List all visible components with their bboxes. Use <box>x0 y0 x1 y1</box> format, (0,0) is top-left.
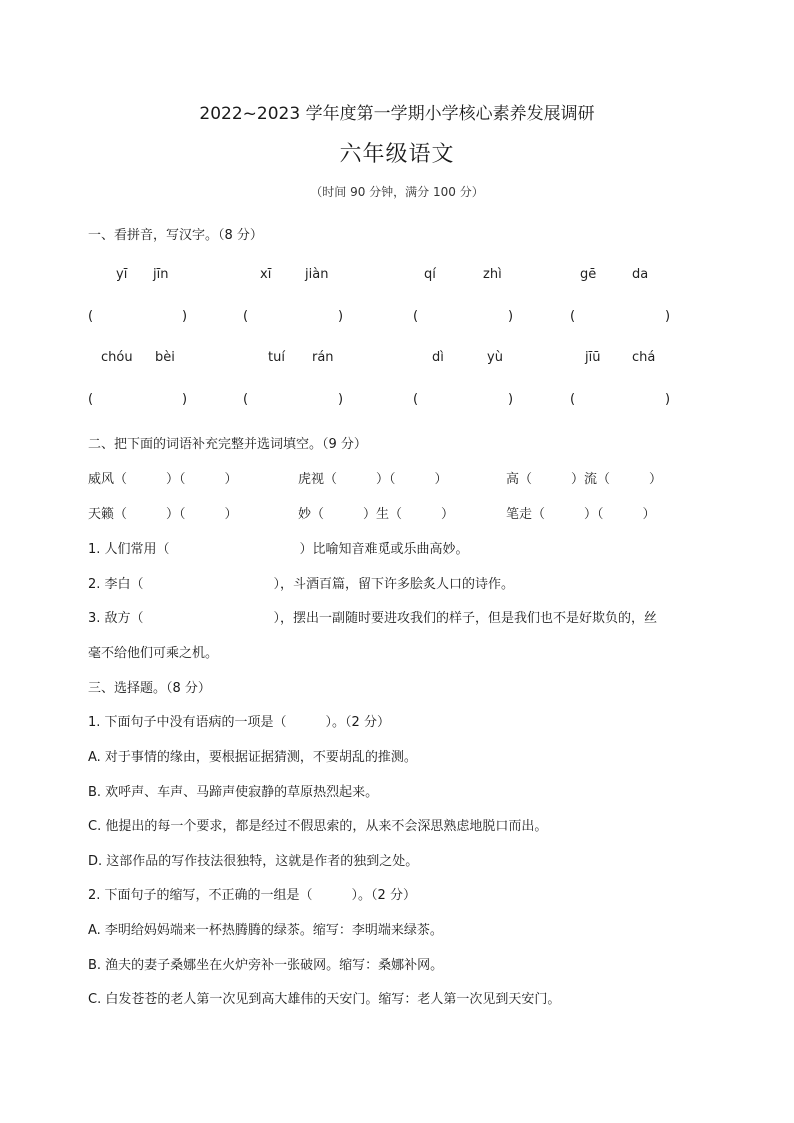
choice-option-b: B. 欢呼声、车声、马蹄声使寂静的草原热烈起来。 <box>88 785 379 800</box>
answer-open: ( <box>243 392 249 407</box>
choice-option-c: C. 他提出的每一个要求，都是经过不假思索的，从来不会深思熟虑地脱口而出。 <box>88 819 548 834</box>
answer-close: ) <box>508 392 514 407</box>
pinyin: chá <box>632 350 656 365</box>
choice-question-2: 2. 下面句子的缩写，不正确的一组是（ ）。（2 分） <box>88 888 416 903</box>
pinyin: jiàn <box>305 267 329 282</box>
answer-open: ( <box>570 392 576 407</box>
section2-heading: 二、把下面的词语补充完整并选词填空。（9 分） <box>88 437 367 452</box>
answer-open: ( <box>243 309 249 324</box>
choice-option-a: A. 对于事情的缘由，要根据证据猜测，不要胡乱的推测。 <box>88 750 417 765</box>
pinyin: da <box>632 267 649 282</box>
idiom-blank: 威风（ ）（ ） <box>88 472 238 487</box>
answer-close: ) <box>508 309 514 324</box>
exam-title: 2022~2023 学年度第一学期小学核心素养发展调研 <box>199 104 595 124</box>
section3-heading: 三、选择题。（8 分） <box>88 681 211 696</box>
section1-heading: 一、看拼音，写汉字。（8 分） <box>88 228 263 243</box>
pinyin: qí <box>424 267 436 282</box>
pinyin: gē <box>580 267 597 282</box>
choice-option-d: D. 这部作品的写作技法很独特，这就是作者的独到之处。 <box>88 854 419 869</box>
idiom-blank: 高（ ）流（ ） <box>506 472 663 487</box>
exam-time-note: （时间 90 分钟，满分 100 分） <box>310 185 484 199</box>
fill-question-3-cont: 毫不给他们可乘之机。 <box>88 646 219 661</box>
answer-open: ( <box>413 392 419 407</box>
fill-question-2: 2. 李白（ ），斗酒百篇，留下许多脍炙人口的诗作。 <box>88 577 515 592</box>
answer-close: ) <box>182 309 188 324</box>
answer-close: ) <box>182 392 188 407</box>
choice-option-b: B. 渔夫的妻子桑娜坐在火炉旁补一张破网。缩写：桑娜补网。 <box>88 958 444 973</box>
idiom-blank: 虎视（ ）（ ） <box>298 472 448 487</box>
answer-open: ( <box>570 309 576 324</box>
pinyin: yī <box>116 267 128 282</box>
pinyin: tuí <box>268 350 285 365</box>
pinyin: jīū <box>585 350 601 365</box>
answer-close: ) <box>665 392 671 407</box>
choice-question-1: 1. 下面句子中没有语病的一项是（ ）。（2 分） <box>88 715 390 730</box>
pinyin: dì <box>432 350 444 365</box>
choice-option-a: A. 李明给妈妈端来一杯热腾腾的绿茶。缩写：李明端来绿茶。 <box>88 923 443 938</box>
pinyin: yù <box>487 350 503 365</box>
fill-question-3: 3. 敌方（ ），摆出一副随时要进攻我们的样子，但是我们也不是好欺负的，丝 <box>88 611 658 626</box>
answer-open: ( <box>88 392 94 407</box>
idiom-blank: 笔走（ ）（ ） <box>506 507 656 522</box>
answer-open: ( <box>88 309 94 324</box>
pinyin: jīn <box>153 267 169 282</box>
choice-option-c: C. 白发苍苍的老人第一次见到高大雄伟的天安门。缩写：老人第一次见到天安门。 <box>88 992 561 1007</box>
answer-close: ) <box>338 392 344 407</box>
exam-subject: 六年级语文 <box>339 142 455 167</box>
pinyin: zhì <box>483 267 502 282</box>
pinyin: xī <box>260 267 272 282</box>
fill-question-1: 1. 人们常用（ ）比喻知音难觅或乐曲高妙。 <box>88 542 469 557</box>
idiom-blank: 妙（ ）生（ ） <box>298 507 455 522</box>
answer-open: ( <box>413 309 419 324</box>
pinyin: chóu <box>101 350 133 365</box>
idiom-blank: 天籁（ ）（ ） <box>88 507 238 522</box>
pinyin: rán <box>312 350 334 365</box>
answer-close: ) <box>338 309 344 324</box>
answer-close: ) <box>665 309 671 324</box>
pinyin: bèi <box>155 350 175 365</box>
